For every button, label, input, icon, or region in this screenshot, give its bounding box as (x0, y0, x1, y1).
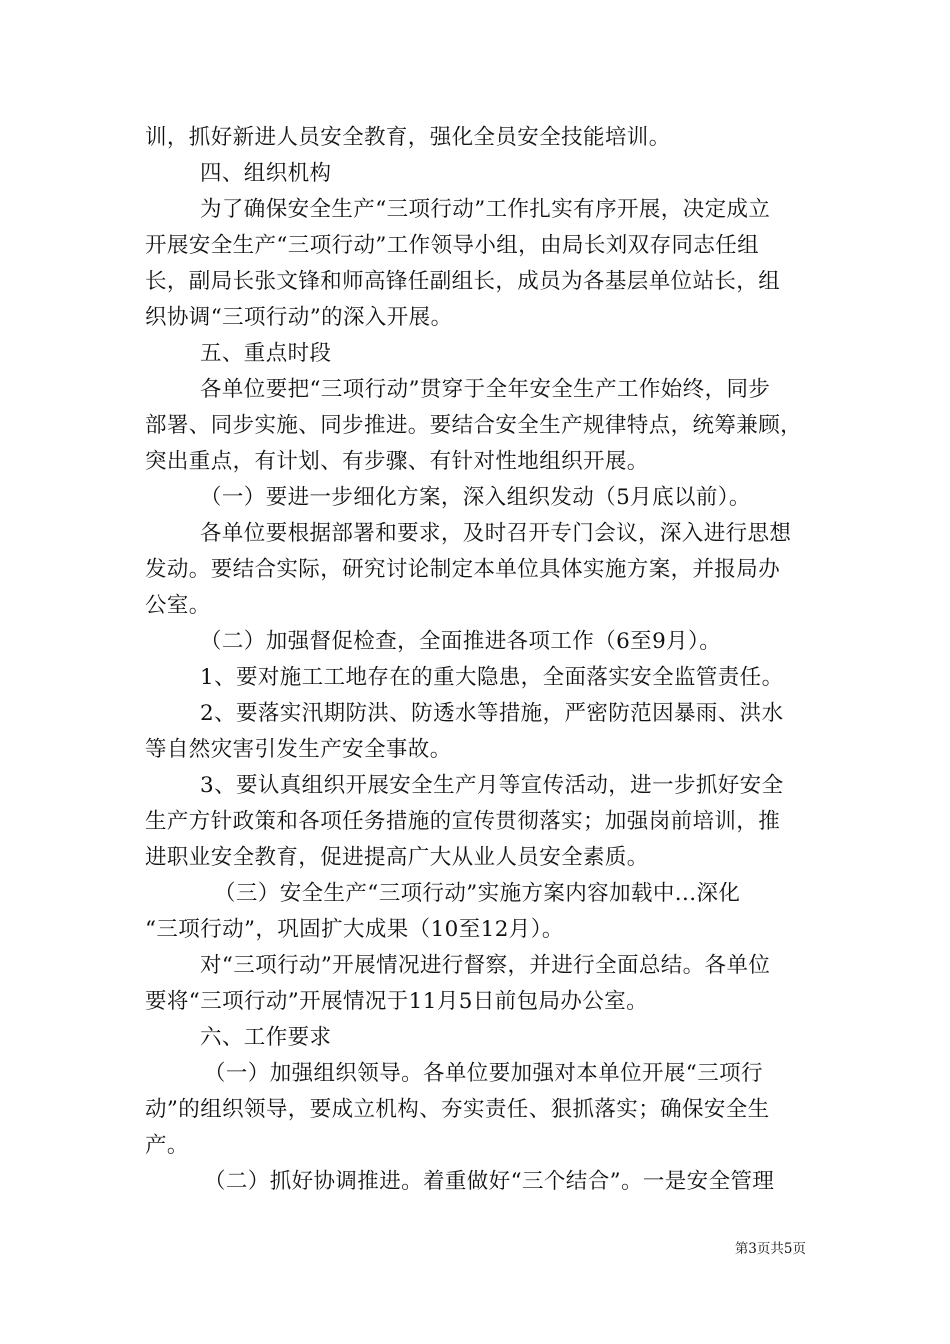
subsection-heading: （三）安全生产“三项行动”实施方案内容加载中...深化 (214, 881, 741, 906)
section-heading: 四、组织机构 (200, 161, 332, 186)
text-line: 公室。 (145, 593, 211, 618)
text-line: 2、要落实汛期防洪、防透水等措施，严密防范因暴雨、洪水 (200, 701, 784, 726)
subsection-heading: （一）加强组织领导。各单位要加强对本单位开展“三项行 (204, 1061, 763, 1086)
text-line: 为了确保安全生产“三项行动”工作扎实有序开展，决定成立 (200, 197, 771, 222)
text-line: 进职业安全教育，促进提高广大从业人员安全素质。 (145, 845, 649, 870)
text-line: 动”的组织领导，要成立机构、夯实责任、狠抓落实；确保安全生 (145, 1097, 770, 1122)
section-heading: 六、工作要求 (200, 1025, 332, 1050)
text-line: 生产方针政策和各项任务措施的宣传贯彻落实；加强岗前培训，推 (145, 809, 781, 834)
text-line: 突出重点，有计划、有步骤、有针对性地组织开展。 (145, 449, 649, 474)
text-line: 开展安全生产“三项行动”工作领导小组，由局长刘双存同志任组 (145, 233, 760, 258)
subsection-heading: （二）抓好协调推进。着重做好“三个结合”。一是安全管理 (204, 1169, 775, 1194)
page-number: 第3页共5页 (734, 1241, 806, 1257)
text-line: 1、要对施工工地存在的重大隐患，全面落实安全监管责任。 (200, 665, 784, 690)
text-line: 发动。要结合实际，研究讨论制定本单位具体实施方案，并报局办 (145, 557, 781, 582)
text-line: 对“三项行动”开展情况进行督察，并进行全面总结。各单位 (200, 953, 771, 978)
text-line: 训，抓好新进人员安全教育，强化全员安全技能培训。 (145, 125, 671, 150)
text-line: 各单位要把“三项行动”贯穿于全年安全生产工作始终，同步 (200, 377, 771, 402)
text-line: 等自然灾害引发生产安全事故。 (145, 737, 452, 762)
section-heading: 五、重点时段 (200, 341, 332, 366)
subsection-heading: （一）要进一步细化方案，深入组织发动（5月底以前）。 (200, 485, 751, 510)
text-line: 要将“三项行动”开展情况于11月5日前包局办公室。 (145, 989, 649, 1014)
text-line: 产。 (145, 1133, 189, 1158)
text-line: “三项行动”，巩固扩大成果（10至12月）。 (145, 917, 564, 942)
text-line: 各单位要根据部署和要求，及时召开专门会议，深入进行思想 (200, 521, 792, 546)
text-line: 部署、同步实施、同步推进。要结合安全生产规律特点，统筹兼顾， (145, 413, 803, 438)
text-line: 长，副局长张文锋和师高锋任副组长，成员为各基层单位站长，组 (145, 269, 781, 294)
subsection-heading: （二）加强督促检查，全面推进各项工作（6至9月）。 (200, 629, 722, 654)
text-line: 织协调“三项行动”的深入开展。 (145, 305, 453, 330)
text-line: 3、要认真组织开展安全生产月等宣传活动，进一步抓好安全 (200, 773, 784, 798)
